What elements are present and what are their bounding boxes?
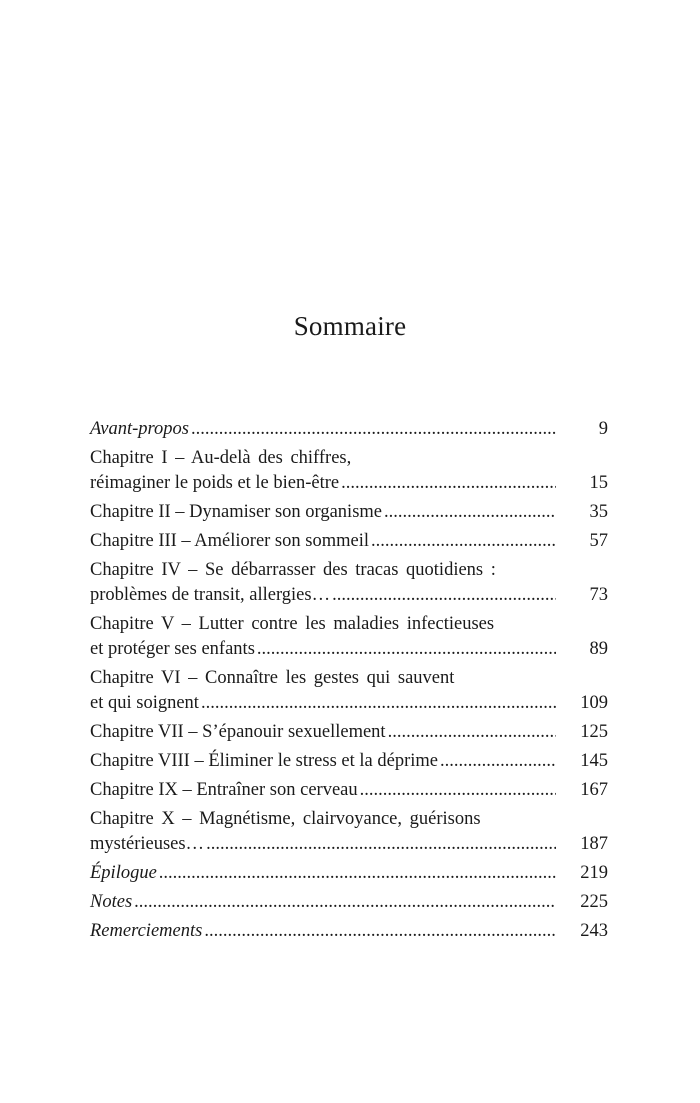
toc-page-number: 73 xyxy=(589,585,608,605)
toc-entry-title-line-1: Chapitre IV – Se débarrasser des tracas quotidiens : xyxy=(90,560,496,580)
dot-leader xyxy=(134,890,556,915)
toc-entry-title-line-2: et qui soignent xyxy=(90,693,199,713)
toc-entry-title-line-2: problèmes de transit, allergies… xyxy=(90,585,331,605)
toc-entry-title-line-1: Chapitre I – Au-delà des chiffres, xyxy=(90,448,352,468)
dot-leader xyxy=(440,749,556,774)
dot-leader xyxy=(204,919,556,944)
toc-entry-chapitre-4[interactable] xyxy=(90,558,608,608)
toc-entry-chapitre-8[interactable] xyxy=(90,749,608,774)
dot-leader xyxy=(257,637,556,662)
dot-leader xyxy=(371,529,556,554)
toc-page-number: 187 xyxy=(580,834,608,854)
toc-entry-title: Avant-propos xyxy=(90,419,190,439)
toc-entry-title: Épilogue xyxy=(90,863,157,883)
toc-entry-title: Notes xyxy=(90,892,133,912)
dot-leader xyxy=(384,500,556,525)
toc-entry-title-line-1: Chapitre X – Magnétisme, clairvoyance, guérisons xyxy=(90,809,481,829)
toc-entry-title: Chapitre VII – S’épanouir sexuellement xyxy=(90,722,386,742)
toc-entry-title-line-2: et protéger ses enfants xyxy=(90,639,255,659)
toc-page-number: 89 xyxy=(589,639,608,659)
toc-entry-title-line-2: mystérieuses… xyxy=(90,834,205,854)
toc-entry-title: Remerciements xyxy=(90,921,203,941)
dot-leader xyxy=(191,417,556,442)
table-of-contents xyxy=(90,417,608,948)
toc-entry-chapitre-7[interactable] xyxy=(90,720,608,745)
toc-page-number: 15 xyxy=(589,473,608,493)
toc-entry-title: Chapitre IX – Entraîner son cerveau xyxy=(90,780,358,800)
toc-page-number: 225 xyxy=(580,892,608,912)
toc-entry-chapitre-1[interactable] xyxy=(90,446,608,496)
toc-page-number: 167 xyxy=(580,780,608,800)
toc-page-number: 125 xyxy=(580,722,608,742)
toc-entry-title-line-2: réimaginer le poids et le bien-être xyxy=(90,473,340,493)
toc-page-number: 219 xyxy=(580,863,608,883)
dot-leader xyxy=(159,861,556,886)
toc-page-number: 243 xyxy=(580,921,608,941)
toc-entry-remerciements[interactable] xyxy=(90,919,608,944)
toc-page-number: 57 xyxy=(589,531,608,551)
dot-leader xyxy=(201,691,556,716)
toc-page-number: 109 xyxy=(580,693,608,713)
toc-page-number: 35 xyxy=(589,502,608,522)
toc-entry-chapitre-5[interactable] xyxy=(90,612,608,662)
toc-entry-avant-propos[interactable] xyxy=(90,417,608,442)
toc-entry-title: Chapitre II – Dynamiser son organisme xyxy=(90,502,382,522)
dot-leader xyxy=(360,778,556,803)
dot-leader xyxy=(341,471,556,496)
toc-entry-title: Chapitre III – Améliorer son sommeil xyxy=(90,531,369,551)
toc-page-number: 145 xyxy=(580,751,608,771)
dot-leader xyxy=(332,583,556,608)
toc-entry-title-line-1: Chapitre VI – Connaître les gestes qui sauvent xyxy=(90,668,455,688)
toc-entry-chapitre-6[interactable] xyxy=(90,666,608,716)
toc-entry-chapitre-3[interactable] xyxy=(90,529,608,554)
toc-entry-epilogue[interactable] xyxy=(90,861,608,886)
toc-page-number: 9 xyxy=(598,419,608,439)
dot-leader xyxy=(206,832,556,857)
toc-entry-chapitre-10[interactable] xyxy=(90,807,608,857)
toc-entry-title-line-1: Chapitre V – Lutter contre les maladies infectieuses xyxy=(90,614,495,634)
toc-entry-chapitre-9[interactable] xyxy=(90,778,608,803)
toc-entry-chapitre-2[interactable] xyxy=(90,500,608,525)
toc-entry-title: Chapitre VIII – Éliminer le stress et la déprime xyxy=(90,751,438,771)
page-title: Sommaire xyxy=(293,311,407,341)
toc-entry-notes[interactable] xyxy=(90,890,608,915)
dot-leader xyxy=(388,720,556,745)
